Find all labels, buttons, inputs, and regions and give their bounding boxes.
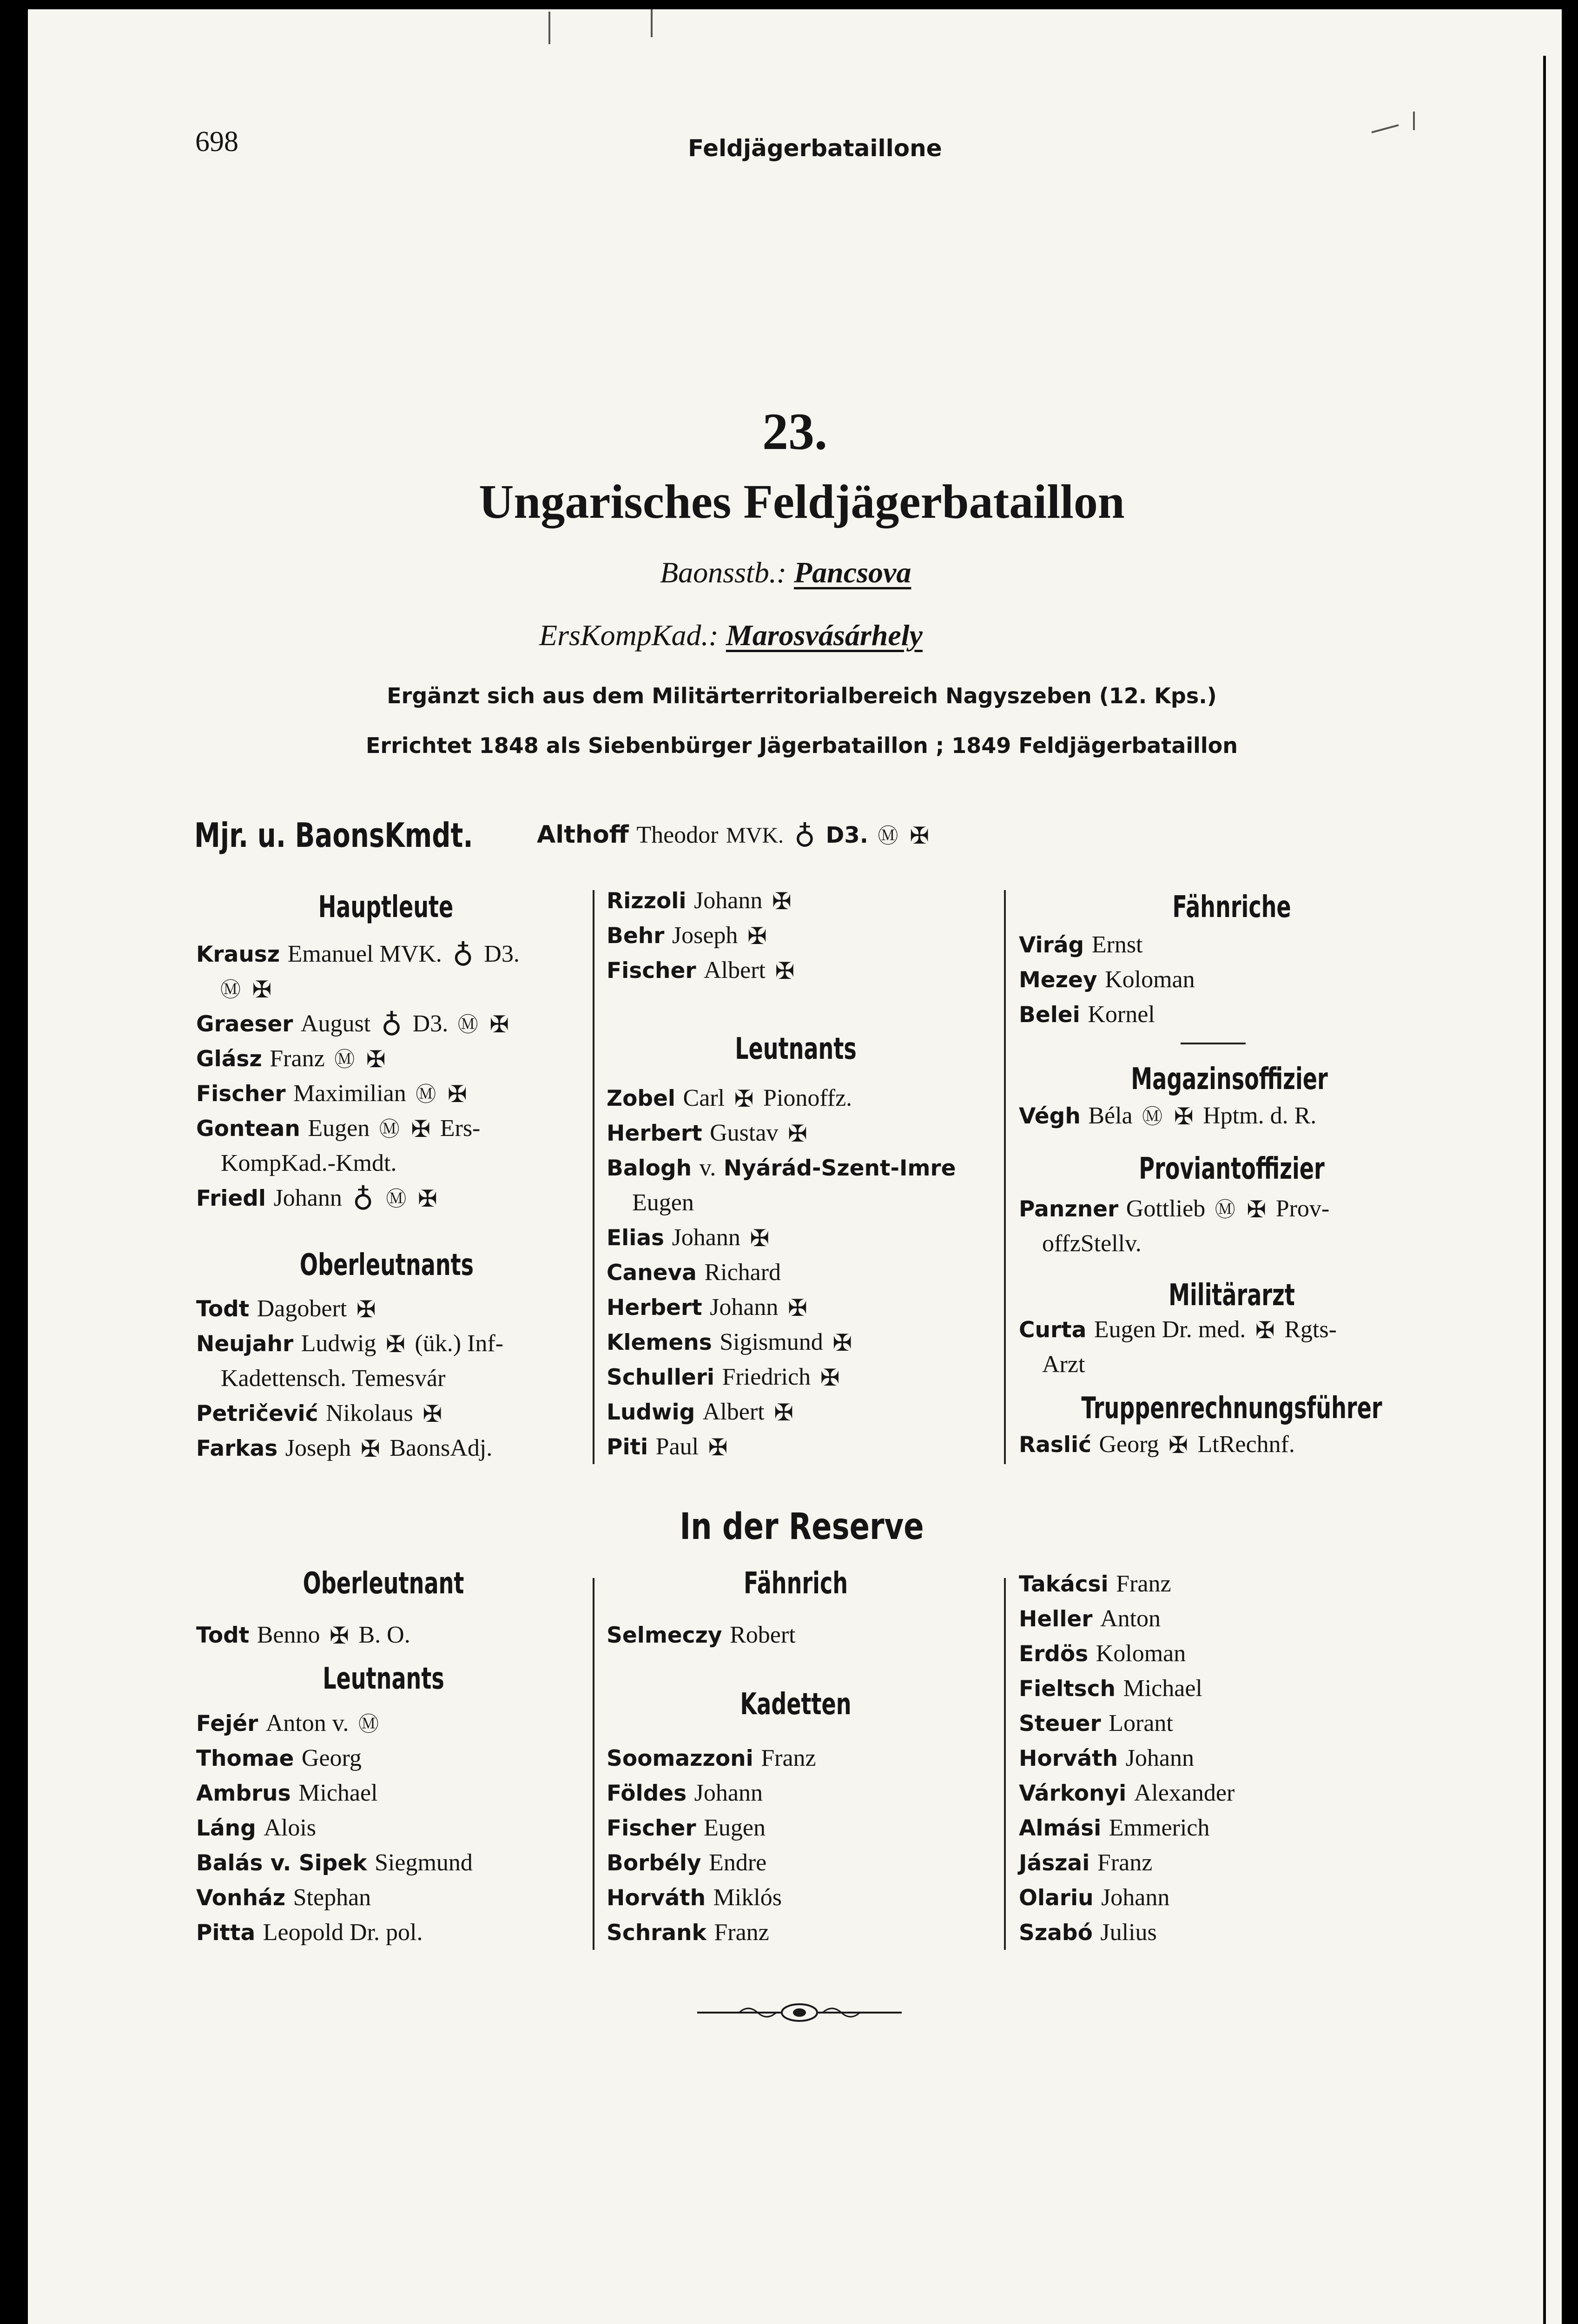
entry-given: Julius	[1100, 1919, 1157, 1946]
entry-surname: Szabó	[1019, 1920, 1093, 1946]
entry-given: Endre	[709, 1849, 767, 1876]
list-item	[1019, 1566, 1171, 1602]
entry-note: offzStellv.	[1042, 1230, 1142, 1257]
section-divider	[1181, 1043, 1246, 1044]
list-item	[196, 1845, 473, 1881]
list-item	[607, 1360, 842, 1395]
entry-surname: Olariu	[1019, 1885, 1094, 1911]
list-item-continuation	[632, 1185, 694, 1220]
list-item	[1019, 1312, 1337, 1347]
entry-surname: Behr	[607, 923, 665, 949]
entry-surname: Gontean	[196, 1116, 300, 1142]
entry-surname: Borbély	[607, 1850, 701, 1876]
cross-icon: ✠	[772, 888, 792, 915]
battalion-staff-line	[660, 555, 911, 590]
entry-given: Anton v.	[265, 1710, 349, 1736]
list-item	[196, 1776, 378, 1811]
cross-icon: ✠	[774, 1399, 794, 1426]
entry-surname: Vonház	[196, 1885, 286, 1911]
entry-surname: Farkas	[196, 1436, 278, 1461]
list-item-continuation	[1042, 1226, 1142, 1261]
cross-icon: ✠	[447, 1081, 467, 1108]
entry-surname: Fischer	[607, 1816, 696, 1841]
cross-icon: ✠	[1255, 1317, 1275, 1344]
entry-given: Koloman	[1096, 1640, 1186, 1667]
entry-given: Johann	[694, 887, 763, 914]
list-item	[1019, 1706, 1173, 1741]
cross-icon: ✠	[747, 923, 767, 950]
entry-surname: Várkonyi	[1019, 1781, 1127, 1806]
medal-icon: Ⓜ	[220, 978, 241, 1002]
entry-given: Gottlieb	[1126, 1195, 1206, 1222]
entry-given: Stephan	[293, 1884, 371, 1911]
entry-given: Michael	[298, 1780, 378, 1806]
cross-icon: ✠	[832, 1329, 852, 1356]
entry-note: D3.	[412, 1010, 449, 1037]
medal-icon: Ⓜ	[878, 824, 898, 848]
entry-note: Ers-	[440, 1115, 481, 1142]
list-item	[1019, 1845, 1152, 1881]
cross-icon: ✠	[417, 1185, 437, 1212]
entry-surname: Takácsi	[1019, 1571, 1109, 1597]
cross-icon: ✠	[787, 1294, 807, 1321]
entry-note: D3.	[484, 941, 520, 967]
entry-surname: Horváth	[607, 1885, 706, 1911]
entry-surname: Mezey	[1019, 967, 1097, 993]
list-item	[1019, 1880, 1169, 1915]
entry-surname: Fejér	[196, 1711, 258, 1736]
list-item	[1019, 1098, 1316, 1134]
entry-given: Johann	[1101, 1884, 1170, 1911]
entry-surname: Herbert	[607, 1121, 702, 1146]
list-item	[1019, 962, 1195, 997]
entry-surname: Klemens	[607, 1330, 712, 1355]
medal-icon: Ⓜ	[379, 1117, 400, 1141]
entry-given: Ernst	[1091, 931, 1143, 958]
entry-surname: Selmeczy	[607, 1623, 722, 1648]
order-icon: ♁	[381, 1008, 403, 1042]
entry-surname: Földes	[607, 1781, 687, 1806]
list-item	[196, 1396, 444, 1431]
list-item	[196, 1915, 423, 1950]
commander-given: Theodor	[636, 822, 719, 848]
entry-given: Miklós	[713, 1884, 782, 1911]
entry-given: Kornel	[1088, 1001, 1155, 1028]
entry-surname: Elias	[607, 1225, 665, 1251]
entry-surname: Graeser	[196, 1011, 293, 1037]
entry-surname: Rizzoli	[607, 888, 687, 914]
cross-icon: ✠	[385, 1331, 405, 1358]
entry-note: Rgts-	[1284, 1316, 1337, 1343]
entry-given: Joseph	[285, 1435, 351, 1461]
page-number: 698	[195, 126, 238, 158]
list-item-continuation	[221, 1146, 396, 1181]
entry-given: Eugen Dr. med.	[1094, 1316, 1246, 1343]
entry-given: Eugen	[704, 1815, 766, 1841]
entry-surname: Erdös	[1019, 1641, 1089, 1667]
cross-icon: ✠	[411, 1116, 431, 1142]
list-item	[607, 1880, 782, 1915]
cross-icon: ✠	[1247, 1196, 1267, 1223]
entry-surname: Soomazzoni	[607, 1746, 753, 1771]
entry-note: LtRechnf.	[1197, 1431, 1295, 1458]
entry-surname: Fischer	[196, 1081, 286, 1107]
list-item	[196, 1810, 316, 1846]
list-item	[196, 1076, 469, 1112]
list-item	[1019, 1915, 1157, 1950]
list-item	[1019, 997, 1155, 1032]
cadre-label: ErsKompKad.:	[539, 619, 719, 652]
commander-entry	[537, 819, 931, 853]
entry-given: Johann	[1125, 1745, 1194, 1771]
list-item	[607, 1429, 730, 1465]
entry-note: Arzt	[1042, 1351, 1085, 1378]
heading-militaerarzt: Militärarzt	[1169, 1278, 1295, 1313]
entry-note: KompKad.-Kmdt.	[221, 1150, 397, 1176]
entry-surname: Ludwig	[607, 1400, 695, 1425]
entry-surname: Todt	[196, 1623, 250, 1648]
list-item	[607, 1810, 766, 1846]
entry-note: B. O.	[358, 1622, 410, 1648]
entry-given: Benno	[257, 1622, 320, 1648]
list-item	[607, 1150, 956, 1186]
cross-icon: ✠	[366, 1046, 386, 1073]
medal-icon: Ⓜ	[358, 1712, 379, 1736]
entry-surname: Friedl	[196, 1186, 266, 1211]
entry-surname: Piti	[607, 1434, 648, 1460]
entry-given: Franz	[1097, 1849, 1153, 1876]
commander-decor-d3: D3.	[825, 822, 869, 848]
list-item	[1019, 1671, 1202, 1706]
entry-surname: Végh	[1019, 1103, 1081, 1129]
entry-surname: Fischer	[607, 958, 696, 984]
list-item	[607, 1394, 795, 1430]
entry-surname: Glász	[196, 1046, 262, 1072]
entry-given: Franz	[714, 1919, 769, 1946]
entry-note: Nyárád-Szent-Imre	[723, 1155, 956, 1181]
cross-icon: ✠	[356, 1296, 376, 1323]
list-item	[607, 1776, 763, 1811]
end-ornament	[693, 1999, 906, 2027]
list-item-continuation	[1042, 1347, 1085, 1382]
heading-leutnants: Leutnants	[323, 1662, 444, 1696]
entry-surname: Pitta	[196, 1920, 256, 1946]
staff-place: Pancsova	[794, 556, 911, 589]
cross-icon: ✠	[423, 1400, 442, 1427]
list-item	[196, 1111, 480, 1147]
entry-surname: Caneva	[607, 1260, 697, 1286]
entry-given: Richard	[704, 1259, 781, 1286]
entry-given: Anton	[1100, 1605, 1161, 1632]
list-item	[196, 1618, 410, 1653]
heading-hauptleute: Hauptleute	[318, 890, 454, 924]
entry-note: BaonsAdj.	[390, 1435, 493, 1461]
cross-icon: ✠	[820, 1364, 840, 1391]
entry-given: Gustav	[710, 1120, 779, 1146]
entry-surname: Láng	[196, 1816, 256, 1841]
entry-given: Franz	[270, 1045, 325, 1072]
list-item	[607, 1220, 771, 1255]
commander-decor-mvk: MVK.	[726, 823, 784, 848]
cross-icon: ✠	[252, 976, 272, 1003]
cross-icon: ✠	[360, 1435, 380, 1462]
heading-faehnriche: Fähnriche	[1172, 890, 1291, 924]
list-item	[196, 1006, 511, 1043]
list-item	[196, 937, 520, 973]
entry-given: Johann	[672, 1224, 740, 1251]
entry-given: Robert	[730, 1622, 796, 1648]
entry-surname: Heller	[1019, 1606, 1093, 1632]
entry-given: Maximilian	[293, 1080, 406, 1107]
list-item	[196, 1741, 362, 1776]
entry-surname: Horváth	[1019, 1746, 1118, 1771]
cross-icon: ✠	[750, 1225, 770, 1252]
entry-surname: Belei	[1019, 1002, 1080, 1028]
entry-given: Béla	[1088, 1103, 1133, 1129]
list-item	[607, 1618, 796, 1653]
column-divider	[1004, 890, 1006, 1464]
cadre-line	[539, 618, 923, 653]
medal-icon: Ⓜ	[1215, 1198, 1235, 1221]
entry-surname: Herbert	[607, 1295, 702, 1320]
list-item	[196, 1326, 503, 1361]
unit-number: 23.	[762, 403, 827, 461]
list-item	[1019, 1810, 1209, 1846]
list-item	[607, 1290, 809, 1325]
list-item	[607, 1116, 809, 1151]
entry-given: Johann	[694, 1780, 763, 1806]
entry-given: Emmerich	[1109, 1815, 1210, 1841]
entry-given: Albert	[702, 1399, 765, 1425]
entry-surname: Steuer	[1019, 1711, 1101, 1736]
entry-note: (ük.) Inf-	[415, 1330, 503, 1357]
entry-note: Pionoffz.	[763, 1085, 852, 1111]
entry-surname: Almási	[1019, 1816, 1102, 1841]
cross-icon: ✠	[1174, 1103, 1194, 1130]
entry-given: Nikolaus	[325, 1400, 413, 1426]
cross-icon: ✠	[708, 1434, 728, 1461]
list-item	[607, 1845, 766, 1881]
list-item	[196, 1880, 371, 1915]
list-item	[1019, 1636, 1186, 1671]
list-item	[1019, 1776, 1235, 1811]
list-item	[607, 1915, 769, 1950]
list-item	[196, 1291, 378, 1327]
entry-given: Friedrich	[722, 1364, 811, 1390]
heading-kadetten: Kadetten	[740, 1687, 852, 1722]
entry-given: Eugen	[308, 1115, 370, 1142]
heading-leutnants: Leutnants	[735, 1032, 857, 1066]
entry-note: Kadettensch. Temesvár	[221, 1365, 446, 1392]
entry-given: Alexander	[1134, 1780, 1235, 1806]
list-item	[1019, 1427, 1295, 1462]
list-item	[196, 1041, 388, 1077]
column-divider	[593, 890, 594, 1464]
list-item	[1019, 927, 1143, 963]
cross-icon: ✠	[910, 822, 929, 849]
entry-surname: Krausz	[196, 942, 280, 967]
list-item	[196, 1706, 381, 1742]
entry-given: Leopold Dr. pol.	[263, 1919, 423, 1946]
list-item	[607, 1741, 816, 1776]
entry-surname: Neujahr	[196, 1331, 294, 1357]
list-item	[1019, 1601, 1161, 1637]
cross-icon: ✠	[489, 1011, 509, 1038]
medal-icon: Ⓜ	[386, 1187, 407, 1211]
list-item	[607, 1081, 852, 1116]
entry-given: August	[300, 1010, 371, 1037]
entry-given: Georg	[301, 1745, 362, 1771]
order-icon: ♁	[352, 1182, 374, 1216]
entry-given: Michael	[1123, 1675, 1202, 1702]
entry-given: Alois	[264, 1815, 316, 1841]
staff-label: Baonsstb.:	[660, 556, 786, 589]
list-item	[1019, 1741, 1194, 1776]
list-item	[607, 918, 769, 953]
entry-surname: Raslić	[1019, 1432, 1091, 1458]
entry-surname: Schrank	[607, 1920, 706, 1946]
entry-surname: Jászai	[1019, 1850, 1090, 1876]
entry-given: Joseph	[672, 922, 738, 949]
entry-given: Franz	[761, 1745, 816, 1771]
entry-surname: Ambrus	[196, 1781, 291, 1806]
heading-oberleutnants: Oberleutnants	[299, 1248, 474, 1282]
cross-icon: ✠	[775, 957, 795, 984]
entry-given: Koloman	[1105, 966, 1195, 993]
entry-surname: Balás v. Sipek	[196, 1850, 367, 1876]
running-head: Feldjägerbataillone	[688, 135, 942, 162]
entry-given: Johann	[710, 1294, 779, 1320]
entry-surname: Schulleri	[607, 1365, 715, 1390]
order-icon: ♁	[794, 819, 815, 853]
cross-icon: ✠	[787, 1120, 807, 1147]
list-item-continuation	[218, 971, 273, 1007]
list-item	[196, 1181, 439, 1217]
origin-line: Errichtet 1848 als Siebenbürger Jägerbataillon ; 1849 Feldjägerbataillon	[366, 733, 1238, 758]
entry-given: Eugen	[632, 1189, 694, 1216]
cross-icon: ✠	[1169, 1432, 1188, 1459]
list-item	[196, 1431, 492, 1466]
entry-given: Lorant	[1109, 1710, 1173, 1736]
list-item-continuation	[221, 1361, 445, 1396]
commander-rank: Mjr. u. BaonsKmdt.	[194, 816, 473, 855]
entry-given: Franz	[1116, 1571, 1171, 1597]
entry-given: Ludwig	[301, 1330, 376, 1357]
heading-magazinsoffizier: Magazinsoffizier	[1131, 1062, 1328, 1096]
medal-icon: Ⓜ	[334, 1048, 355, 1071]
entry-surname: Todt	[196, 1296, 250, 1322]
entry-surname: Zobel	[607, 1086, 675, 1111]
supplement-line: Ergänzt sich aus dem Militärterritorialbereich Nagyszeben (12. Kps.)	[387, 683, 1217, 708]
entry-given: Carl	[683, 1085, 725, 1111]
cadre-place: Marosvásárhely	[726, 619, 923, 652]
cross-icon: ✠	[734, 1085, 754, 1112]
medal-icon: Ⓜ	[416, 1083, 436, 1106]
order-icon: ♁	[452, 938, 474, 972]
list-item	[607, 1325, 854, 1360]
heading-truppenrechnungsfuehrer: Truppenrechnungsführer	[1081, 1391, 1382, 1426]
list-item	[607, 1255, 781, 1290]
commander-surname: Althoff	[537, 821, 629, 849]
medal-icon: Ⓜ	[457, 1013, 478, 1037]
entry-note: Hptm. d. R.	[1203, 1103, 1317, 1129]
cross-icon: ✠	[330, 1622, 349, 1649]
entry-surname: Virág	[1019, 932, 1084, 958]
heading-proviantoffizier: Proviantoffizier	[1139, 1152, 1325, 1186]
entry-given: Emanuel MVK.	[287, 941, 442, 967]
heading-faehnrich: Fähnrich	[743, 1566, 848, 1601]
entry-surname: Petričević	[196, 1401, 318, 1426]
medal-icon: Ⓜ	[1142, 1105, 1163, 1129]
entry-given: Paul	[655, 1433, 699, 1460]
heading-oberleutnant: Oberleutnant	[303, 1566, 464, 1601]
list-item	[607, 953, 796, 988]
entry-surname: Curta	[1019, 1317, 1087, 1343]
entry-note: Prov-	[1275, 1195, 1330, 1222]
entry-given: Sigismund	[720, 1329, 823, 1355]
entry-given: Georg	[1099, 1431, 1159, 1458]
entry-given: Johann	[273, 1185, 342, 1211]
list-item	[607, 883, 793, 918]
entry-surname: Balogh	[607, 1155, 692, 1181]
entry-surname: Fieltsch	[1019, 1676, 1116, 1702]
entry-given: Siegmund	[375, 1849, 473, 1876]
entry-given: v.	[699, 1155, 716, 1181]
list-item	[1019, 1191, 1329, 1227]
reserve-title: In der Reserve	[680, 1506, 924, 1548]
column-divider	[593, 1578, 594, 1950]
entry-given: Dagobert	[257, 1295, 347, 1322]
entry-surname: Thomae	[196, 1746, 294, 1771]
column-divider	[1004, 1578, 1006, 1950]
entry-given: Albert	[704, 957, 766, 984]
unit-title: Ungarisches Feldjägerbataillon	[479, 475, 1125, 528]
entry-surname: Panzner	[1019, 1196, 1119, 1222]
